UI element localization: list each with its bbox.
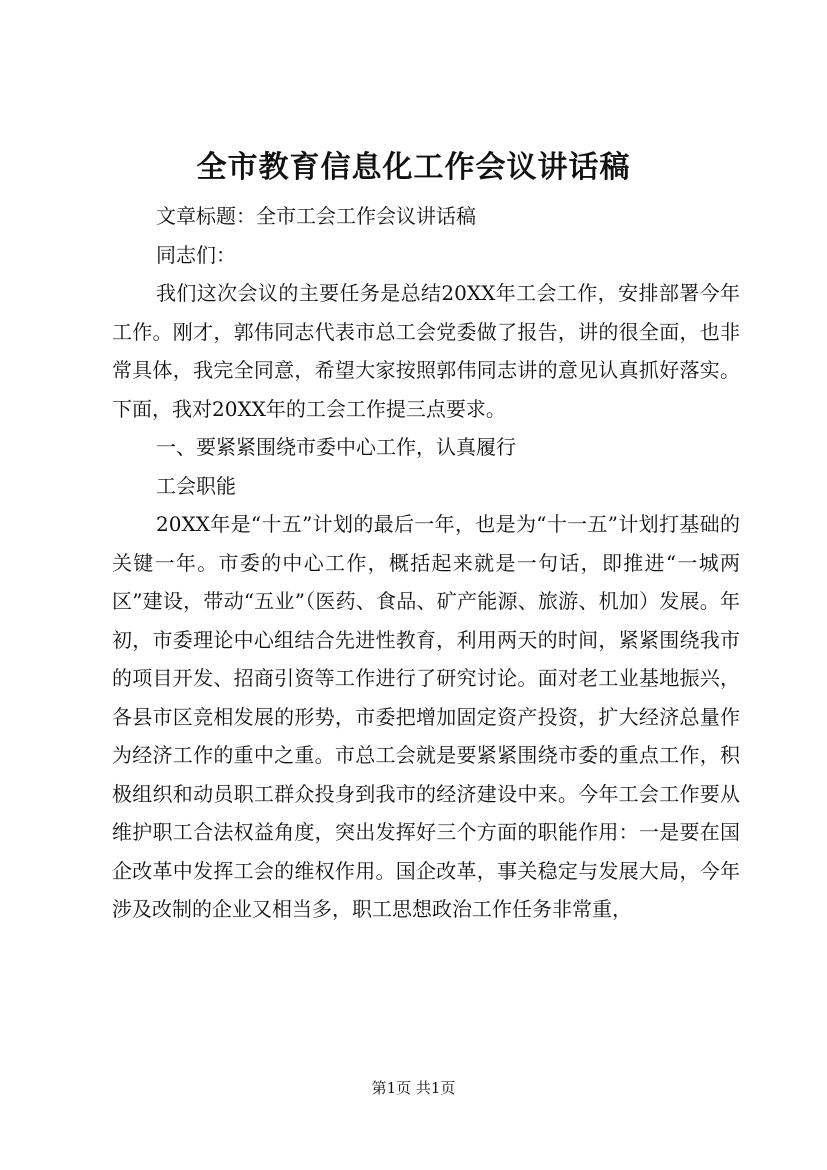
article-heading-line: 文章标题：全市工会工作会议讲话稿	[156, 204, 476, 228]
page-footer: 第1页 共1页	[371, 1079, 456, 1097]
body-paragraph-intro: 我们这次会议的主要任务是总结20XX年工会工作，安排部署今年工作。刚才，郭伟同志代表市总工会党委做了报告，讲的很全面，也非常具体，我完全同意，希望大家按照郭伟同志讲的意见认真抓好落实。下面，我对20XX年的工会工作提三点要求。	[112, 281, 740, 421]
section-heading-1-continued: 工会职能	[156, 473, 236, 498]
salutation: 同志们：	[156, 242, 236, 267]
body-paragraph-section-1: 20XX年是“十五”计划的最后一年，也是为“十一五”计划打基础的关键一年。市委的中心工作，概括起来就是一句话，即推进“一城两区”建设，带动“五业”（医药、食品、矿产能源、旅游、机加）发展。年初，市委理论中心组结合先进性教育，利用两天的时间，紧紧围绕我市的项目开发、招商引资等工作进行了研究讨论。面对老工业基地振兴，各县市区竞相发展的形势，市委把增加固定资产投资，扩大经济总量作为经济工作的重中之重。市总工会就是要紧紧围绕市委的重点工作，积极组织和动员职工群众投身到我市的经济建设中来。今年工会工作要从维护职工合法权益角度，突出发挥好三个方面的职能作用：一是要在国企改革中发挥工会的维权作用。国企改革，事关稳定与发展大局，今年涉及改制的企业又相当多，职工思想政治工作任务非常重，	[112, 512, 740, 921]
section-heading-1: 一、要紧紧围绕市委中心工作，认真履行	[156, 435, 516, 459]
document-body	[112, 197, 740, 929]
document-title: 全市教育信息化工作会议讲话稿	[196, 150, 631, 185]
